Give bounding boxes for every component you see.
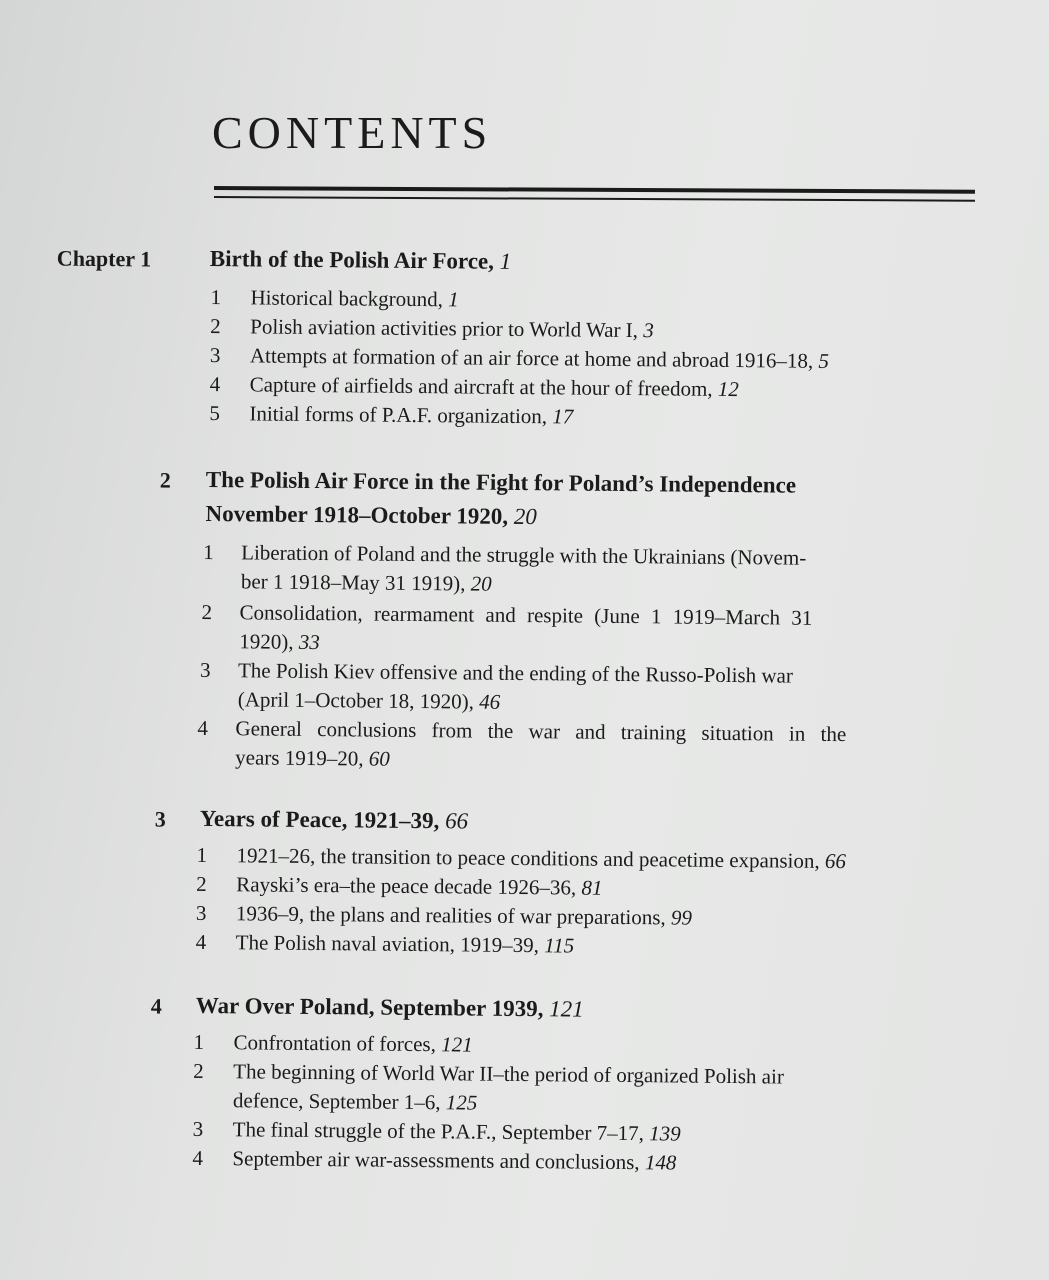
section-item: 3 Attempts at formation of an air force at home and abroad 1916–18, 5: [209, 343, 830, 373]
chapter-label: Chapter 1: [56, 245, 152, 272]
section-item: 2 Polish aviation activities prior to World War I, 3: [210, 314, 654, 343]
section-item: 3 The final struggle of the P.A.F., September 7–17, 139: [192, 1116, 681, 1146]
chapter-title-line-2: November 1918–October 1920, 20: [205, 500, 537, 530]
section-item: 4 General conclusions from the war and training situation in the years 1919–20, 60: [197, 715, 847, 771]
section-item: 4 September air war-assessments and conclusions, 148: [192, 1145, 677, 1175]
section-item: 4 Capture of airfields and aircraft at the hour of freedom, 12: [209, 372, 739, 402]
section-item: 4 The Polish naval aviation, 1919–39, 115: [195, 929, 575, 958]
page-title: CONTENTS: [212, 107, 493, 158]
chapter-title: Years of Peace, 1921–39, 66: [199, 805, 469, 834]
chapter-title: War Over Poland, September 1939, 121: [195, 992, 584, 1022]
section-item: 1 1921–26, the transition to peace conditions and peacetime expansion, 66: [196, 842, 847, 874]
section-item: 3 The Polish Kiev offensive and the ending of the Russo-Polish war (April 1–October 18, 1920), 46: [199, 657, 794, 714]
chapter-page: 1: [499, 248, 512, 274]
chapter-page: 121: [549, 996, 584, 1022]
section-item: 1 Liberation of Poland and the struggle with the Ukrainians (Novem- ber 1 1918–May 31 1919), 20: [203, 539, 807, 596]
chapter-page: 66: [445, 808, 469, 834]
chapter-label: 3: [154, 806, 166, 832]
chapter-label: 4: [150, 993, 162, 1019]
section-item: 1 Confrontation of forces, 121: [193, 1029, 473, 1057]
section-item: 5 Initial forms of P.A.F. organization, 17: [209, 401, 574, 429]
chapter-label: 2: [159, 467, 171, 493]
chapter-title: The Polish Air Force in the Fight for Poland’s Independence: [205, 466, 797, 498]
section-item: 2 Rayski’s era–the peace decade 1926–36, 81: [196, 871, 603, 900]
section-item: 2 The beginning of World War II–the period of organized Polish air defence, September 1–6, 125: [193, 1058, 784, 1115]
section-item: 3 1936–9, the plans and realities of war preparations, 99: [195, 900, 693, 930]
section-item: 2 Consolidation, rearmament and respite (June 1 1919–March 31 1920), 33: [201, 599, 813, 655]
chapter-title: Birth of the Polish Air Force, 1: [209, 246, 512, 274]
title-rule-thin: [214, 196, 975, 202]
chapter-page: 20: [513, 503, 537, 530]
section-item: 1 Historical background, 1: [210, 285, 459, 312]
title-rule-thick: [214, 186, 975, 194]
